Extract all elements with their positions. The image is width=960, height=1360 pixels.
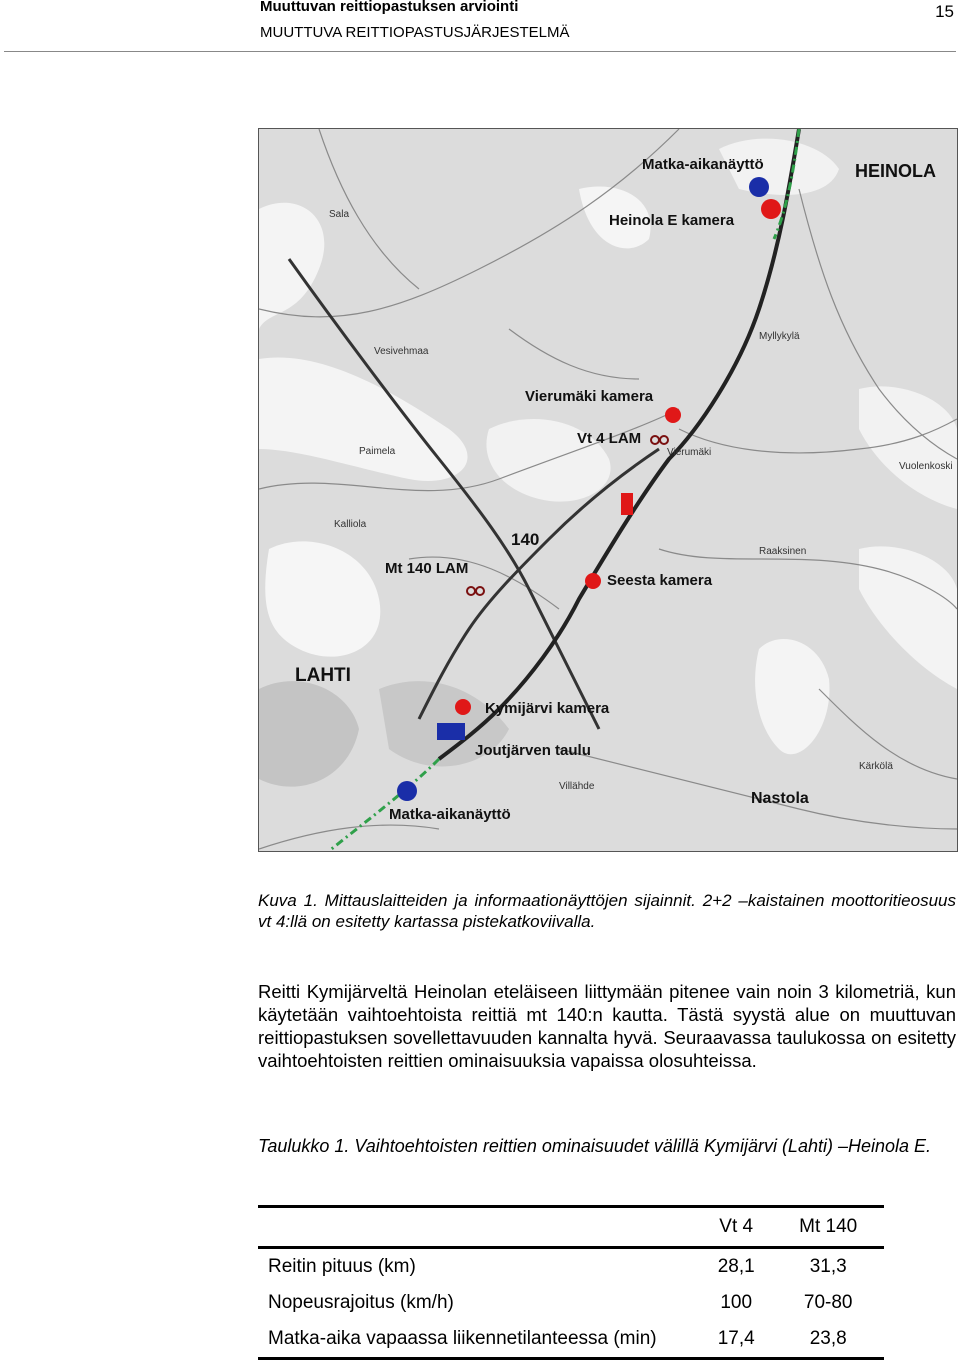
- row-label: Nopeusrajoitus (km/h): [268, 1292, 454, 1313]
- figure-caption: Kuva 1. Mittauslaitteiden ja informaationäyttöjen sijainnit. 2+2 –kaistainen moottoritieosuus vt 4:llä on esitetty kartassa pistekatkoviivalla.: [258, 891, 956, 931]
- joutjarven-taulu-marker: [437, 723, 465, 740]
- route-map: [258, 128, 958, 852]
- matka-display-north-marker: [749, 177, 769, 197]
- sign-marker: [621, 493, 633, 515]
- table-header-vt4: Vt 4: [700, 1207, 772, 1248]
- nastola-label: Nastola: [751, 790, 809, 807]
- table-row: [258, 1321, 884, 1359]
- mt140-value: 23,8: [772, 1321, 884, 1359]
- vt4-value: 17,4: [700, 1321, 772, 1359]
- row-label: Matka-aika vapaassa liikennetilanteessa (min): [258, 1321, 700, 1359]
- road-140-label: 140: [511, 530, 540, 549]
- place-name: Sala: [329, 209, 350, 220]
- place-name: Vierumäki: [667, 447, 712, 458]
- heinola-e-kamera-label: Heinola E kamera: [609, 212, 735, 229]
- place-name: Vesivehmaa: [374, 346, 429, 357]
- mt140-value: 70-80: [803, 1292, 853, 1313]
- map-svg: [259, 129, 957, 851]
- heinola-label: HEINOLA: [855, 161, 936, 181]
- mt140-lam-label: Mt 140 LAM: [385, 560, 469, 577]
- joutjarven-taulu-label: Joutjärven taulu: [475, 742, 591, 759]
- place-name: Kalliola: [334, 519, 367, 530]
- header-subtitle: MUUTTUVA REITTIOPASTUSJÄRJESTELMÄ: [260, 24, 570, 41]
- table-header-row: [258, 1207, 884, 1248]
- place-name: Kärkölä: [859, 761, 893, 772]
- table-header-empty: [258, 1207, 700, 1248]
- seesta-kamera-label: Seesta kamera: [607, 572, 713, 589]
- vierumaki-kamera-label: Vierumäki kamera: [525, 388, 654, 405]
- table-header-mt140: Mt 140: [772, 1207, 884, 1248]
- kymijarvi-kamera-label: Kymijärvi kamera: [485, 700, 610, 717]
- matka-north-label: Matka-aikanäyttö: [642, 156, 764, 173]
- place-name: Raaksinen: [759, 546, 807, 557]
- place-name: Myllykylä: [759, 331, 800, 342]
- table-row: [258, 1285, 884, 1321]
- table-row: [258, 1248, 884, 1286]
- place-name: Vuolenkoski: [899, 461, 953, 472]
- seesta-camera-marker: [585, 573, 601, 589]
- body-paragraph: Reitti Kymijärveltä Heinolan eteläiseen liittymään pitenee vain noin 3 kilometriä, kun käytetään vaihtoehtoista reittiä mt 140:n kautta. Tästä syystä alue on muuttuvan reittiopastuksen sovellettavuuden kannalta hyvä. Seuraavassa taulukossa on esitetty vaihtoehtoisten reittien ominaisuuksia vapaissa olosuhteissa.: [258, 981, 956, 1071]
- heinola-e-camera-marker: [761, 199, 781, 219]
- header-title: Muuttuvan reittiopastuksen arviointi: [260, 0, 519, 15]
- page-number: 15: [935, 2, 954, 21]
- table-caption: Taulukko 1. Vaihtoehtoisten reittien ominaisuudet välillä Kymijärvi (Lahti) –Heinola E.: [258, 1136, 932, 1156]
- vt4-lam-label: Vt 4 LAM: [577, 430, 642, 447]
- place-name: Villähde: [559, 781, 595, 792]
- row-label: Reitin pituus (km): [268, 1256, 416, 1277]
- vt4-value: 28,1: [717, 1256, 755, 1277]
- vierumaki-camera-marker: [665, 407, 681, 423]
- vt4-value: 100: [720, 1292, 753, 1313]
- kymijarvi-camera-marker: [455, 699, 471, 715]
- matka-south-label: Matka-aikanäyttö: [389, 806, 511, 823]
- place-name: Paimela: [359, 446, 396, 457]
- matka-display-south-marker: [397, 781, 417, 801]
- header-divider: [4, 51, 956, 52]
- routes-table: [258, 1205, 884, 1360]
- mt140-value: 31,3: [809, 1256, 847, 1277]
- lahti-label: LAHTI: [295, 665, 351, 686]
